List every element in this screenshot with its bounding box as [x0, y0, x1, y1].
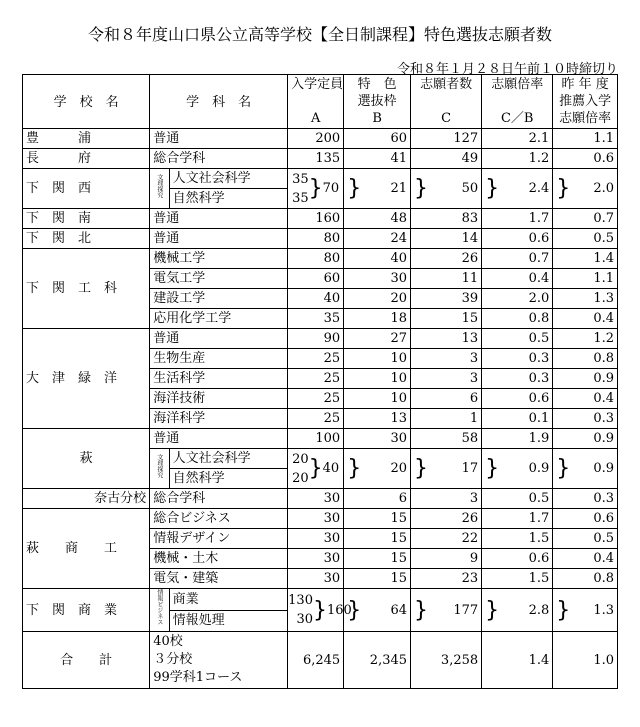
applicants-cell: } 17: [411, 449, 482, 489]
dept-name: 総合学科: [150, 149, 288, 169]
dept-name: 自然科学: [169, 469, 288, 489]
special-cell: 15: [344, 549, 411, 569]
dept-name: 人文社会科学: [169, 449, 288, 469]
table-row: [23, 489, 618, 509]
special-cell: 10: [344, 389, 411, 409]
table-row: [23, 149, 618, 169]
dept-name: 普通: [150, 229, 288, 249]
capacity-cell: 25: [288, 389, 344, 409]
last-year-cell: 0.7: [553, 209, 618, 229]
capacity-cell: 35 35 } 70: [288, 169, 344, 209]
last-year-cell: 0.6: [553, 509, 618, 529]
dept-name: 普通: [150, 129, 288, 149]
brace-icon: }: [414, 597, 429, 623]
ratio-cell: 1.7: [482, 209, 553, 229]
total-row: [23, 632, 618, 689]
capacity-cell: 20 20 } 40: [288, 449, 344, 489]
dept-name: 機械・土木: [150, 549, 288, 569]
brace-icon: }: [556, 456, 571, 481]
last-year-cell: 1.2: [553, 329, 618, 349]
last-year-cell: } 1.3: [553, 589, 618, 632]
capacity-cell: 6,245: [288, 632, 344, 689]
table-row: [23, 329, 618, 349]
last-year-cell: 1.1: [553, 129, 618, 149]
ratio-cell: 2.1: [482, 129, 553, 149]
last-year-cell: 1.3: [553, 289, 618, 309]
capacity-cell: 30: [288, 569, 344, 589]
applicants-cell: 23: [411, 569, 482, 589]
special-cell: 15: [344, 509, 411, 529]
applicants-cell: 1: [411, 409, 482, 429]
special-cell: 10: [344, 349, 411, 369]
special-cell: 6: [344, 489, 411, 509]
table-row: [23, 169, 618, 189]
applicants-cell: } 50: [411, 169, 482, 209]
applicants-cell: 3,258: [411, 632, 482, 689]
special-cell: } 64: [344, 589, 411, 632]
special-cell: 41: [344, 149, 411, 169]
deadline-note: 令和８年１月２８日午前１０時締切り: [396, 62, 618, 77]
ratio-cell: 0.5: [482, 489, 553, 509]
special-cell: 30: [344, 429, 411, 449]
ratio-cell: 1.4: [482, 632, 553, 689]
special-cell: 30: [344, 269, 411, 289]
dept-name: 普通: [150, 209, 288, 229]
ratio-cell: 0.3: [482, 369, 553, 389]
ratio-cell: 0.6: [482, 229, 553, 249]
applicants-cell: 49: [411, 149, 482, 169]
school-name: 大 津 緑 洋: [23, 329, 150, 429]
dept-name: 機械工学: [150, 249, 288, 269]
last-year-cell: 1.4: [553, 249, 618, 269]
capacity-cell: 30: [288, 489, 344, 509]
last-year-cell: 0.8: [553, 569, 618, 589]
ratio-cell: 1.9: [482, 429, 553, 449]
ratio-cell: 0.4: [482, 269, 553, 289]
capacity-cell: 80: [288, 229, 344, 249]
ratio-cell: 0.8: [482, 309, 553, 329]
header-row: [23, 75, 618, 129]
capacity-cell: 60: [288, 269, 344, 289]
brace-icon: }: [556, 176, 571, 201]
capacity-cell: 130 30 } 160: [288, 589, 344, 632]
capacity-cell: 30: [288, 549, 344, 569]
capacity-cell: 35: [288, 309, 344, 329]
dept-name: 情報処理: [169, 610, 288, 632]
applicants-cell: 11: [411, 269, 482, 289]
school-name: 下 関 工 科: [23, 249, 150, 329]
brace-icon: }: [308, 176, 323, 201]
special-cell: 10: [344, 369, 411, 389]
capacity-cell: 25: [288, 369, 344, 389]
applicants-cell: 13: [411, 329, 482, 349]
last-year-cell: 0.5: [553, 229, 618, 249]
applicants-table: [22, 74, 618, 689]
special-cell: } 21: [344, 169, 411, 209]
last-year-cell: 0.4: [553, 389, 618, 409]
ratio-cell: 1.5: [482, 529, 553, 549]
brace-icon: }: [485, 176, 500, 201]
last-year-cell: 0.4: [553, 549, 618, 569]
school-name: 下 関 西: [23, 169, 150, 209]
special-cell: 15: [344, 569, 411, 589]
special-cell: 20: [344, 289, 411, 309]
last-year-cell: 0.3: [553, 489, 618, 509]
ratio-cell: 0.1: [482, 409, 553, 429]
applicants-cell: 83: [411, 209, 482, 229]
table-row: [23, 509, 618, 529]
applicants-cell: 22: [411, 529, 482, 549]
last-year-cell: 0.5: [553, 529, 618, 549]
last-year-cell: } 2.0: [553, 169, 618, 209]
ratio-cell: 1.5: [482, 569, 553, 589]
brace-icon: }: [485, 456, 500, 481]
capacity-cell: 40: [288, 289, 344, 309]
table-row: [23, 209, 618, 229]
school-name: 豊 浦: [23, 129, 150, 149]
capacity-cell: 135: [288, 149, 344, 169]
dept-name: 普通: [150, 429, 288, 449]
special-cell: 2,345: [344, 632, 411, 689]
applicants-cell: 3: [411, 489, 482, 509]
capacity-cell: 25: [288, 409, 344, 429]
school-name: 下 関 商 業: [23, 589, 150, 632]
brace-icon: }: [556, 597, 571, 623]
last-year-cell: 0.4: [553, 309, 618, 329]
applicants-cell: 127: [411, 129, 482, 149]
capacity-cell: 80: [288, 249, 344, 269]
dept-name: 情報デザイン: [150, 529, 288, 549]
brace-icon: }: [308, 456, 323, 481]
dept-name: 電気工学: [150, 269, 288, 289]
applicants-cell: 26: [411, 509, 482, 529]
ratio-cell: 1.2: [482, 149, 553, 169]
applicants-cell: 15: [411, 309, 482, 329]
dept-name: 自然科学: [169, 189, 288, 209]
table-row: [23, 129, 618, 149]
dept-name: 人文社会科学: [169, 169, 288, 189]
header-last-year: 昨 年 度 推薦入学 志願倍率: [553, 75, 618, 129]
header-dept: 学 科 名: [150, 75, 288, 129]
table-row: [23, 589, 618, 611]
brace-icon: }: [414, 176, 429, 201]
ratio-cell: 2.0: [482, 289, 553, 309]
table-row: [23, 249, 618, 269]
dept-name: 総合学科: [150, 489, 288, 509]
capacity-cell: 90: [288, 329, 344, 349]
ratio-cell: } 2.4: [482, 169, 553, 209]
brace-icon: }: [414, 456, 429, 481]
dept-name: 生活科学: [150, 369, 288, 389]
header-school: 学 校 名: [23, 75, 150, 129]
header-applicants: 志願者数 C: [411, 75, 482, 129]
special-cell: 13: [344, 409, 411, 429]
ratio-cell: 0.6: [482, 549, 553, 569]
applicants-cell: 14: [411, 229, 482, 249]
last-year-cell: 0.6: [553, 149, 618, 169]
last-year-cell: 1.0: [553, 632, 618, 689]
ratio-cell: 0.7: [482, 249, 553, 269]
header-capacity: 入学定員 A: [288, 75, 344, 129]
school-name: 萩 商 工: [23, 509, 150, 589]
last-year-cell: 1.1: [553, 269, 618, 289]
total-label: 合 計: [23, 632, 150, 689]
school-name: 下 関 南: [23, 209, 150, 229]
capacity-cell: 30: [288, 529, 344, 549]
special-cell: 27: [344, 329, 411, 349]
merged-label: 文理探究: [150, 169, 169, 209]
school-name: 長 府: [23, 149, 150, 169]
special-cell: } 20: [344, 449, 411, 489]
table-row: [23, 429, 618, 449]
brace-icon: }: [347, 597, 362, 623]
brace-icon: }: [347, 456, 362, 481]
merged-label: 文理探究: [150, 449, 169, 489]
special-cell: 24: [344, 229, 411, 249]
capacity-cell: 200: [288, 129, 344, 149]
dept-name: 海洋技術: [150, 389, 288, 409]
applicants-cell: 3: [411, 369, 482, 389]
ratio-cell: 0.5: [482, 329, 553, 349]
page-title: 令和８年度山口県公立高等学校【全日制課程】特色選抜志願者数: [87, 25, 552, 44]
ratio-cell: 1.7: [482, 509, 553, 529]
school-name: 萩: [23, 429, 150, 489]
ratio-cell: } 0.9: [482, 449, 553, 489]
special-cell: 60: [344, 129, 411, 149]
table-row: [23, 229, 618, 249]
brace-icon: }: [485, 597, 500, 623]
last-year-cell: 0.9: [553, 429, 618, 449]
ratio-cell: 0.3: [482, 349, 553, 369]
header-ratio: 志願倍率 C／B: [482, 75, 553, 129]
total-summary: 40校 ３分校 99学科1コース: [150, 632, 288, 689]
applicants-cell: 6: [411, 389, 482, 409]
header-special: 特 色 選抜枠 B: [344, 75, 411, 129]
applicants-cell: 26: [411, 249, 482, 269]
last-year-cell: } 0.9: [553, 449, 618, 489]
capacity-cell: 160: [288, 209, 344, 229]
brace-icon: }: [347, 176, 362, 201]
dept-name: 総合ビジネス: [150, 509, 288, 529]
applicants-cell: 3: [411, 349, 482, 369]
special-cell: 48: [344, 209, 411, 229]
capacity-cell: 100: [288, 429, 344, 449]
applicants-cell: } 177: [411, 589, 482, 632]
dept-name: 商業: [169, 589, 288, 611]
special-cell: 18: [344, 309, 411, 329]
capacity-cell: 30: [288, 509, 344, 529]
applicants-cell: 39: [411, 289, 482, 309]
dept-name: 応用化学工学: [150, 309, 288, 329]
ratio-cell: } 2.8: [482, 589, 553, 632]
dept-name: 普通: [150, 329, 288, 349]
last-year-cell: 0.3: [553, 409, 618, 429]
applicants-cell: 9: [411, 549, 482, 569]
dept-name: 建設工学: [150, 289, 288, 309]
school-name: 奈古分校: [23, 489, 150, 509]
special-cell: 40: [344, 249, 411, 269]
dept-name: 生物生産: [150, 349, 288, 369]
dept-name: 海洋科学: [150, 409, 288, 429]
merged-label: 情報ビジネス: [150, 589, 169, 632]
dept-name: 電気・建築: [150, 569, 288, 589]
capacity-cell: 25: [288, 349, 344, 369]
brace-icon: }: [312, 597, 327, 623]
ratio-cell: 0.6: [482, 389, 553, 409]
applicants-cell: 58: [411, 429, 482, 449]
last-year-cell: 0.8: [553, 349, 618, 369]
school-name: 下 関 北: [23, 229, 150, 249]
special-cell: 15: [344, 529, 411, 549]
last-year-cell: 0.9: [553, 369, 618, 389]
